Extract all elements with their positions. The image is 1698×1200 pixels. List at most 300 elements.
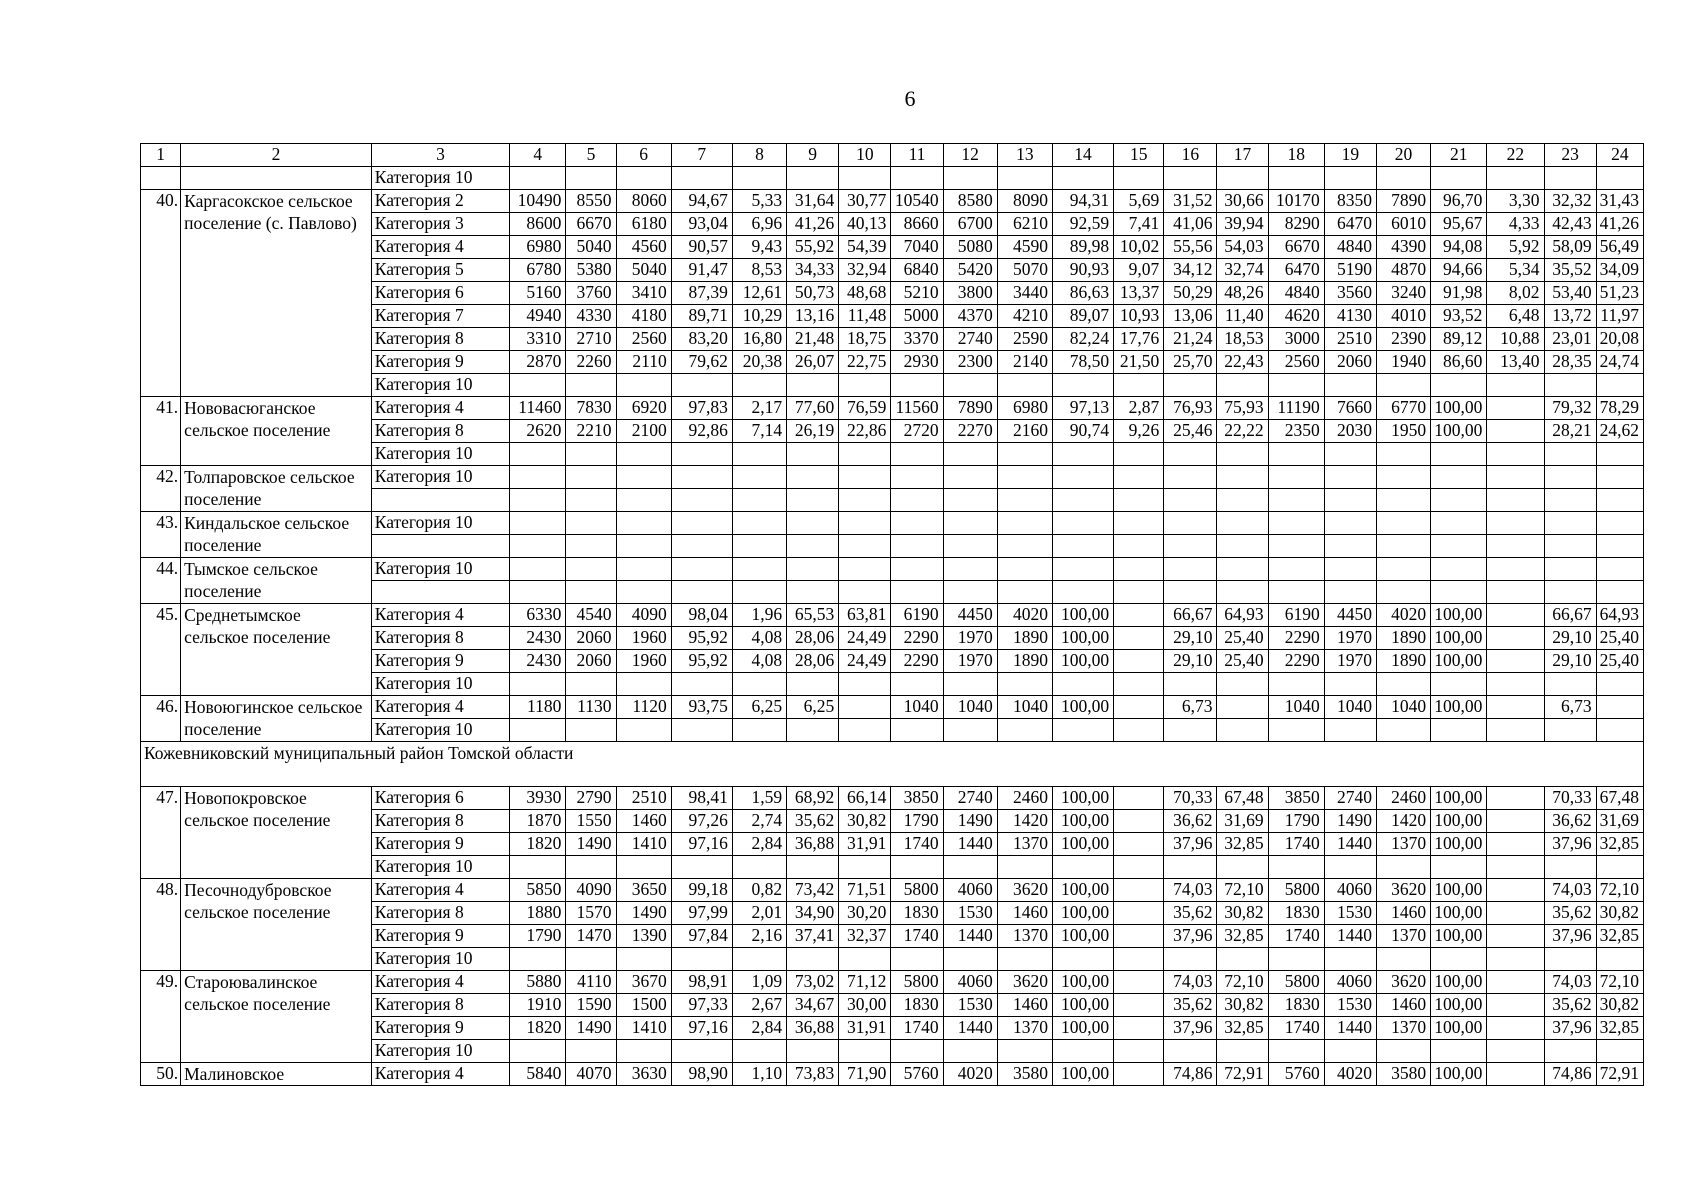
value-cell: 3850: [891, 787, 943, 810]
value-cell: [891, 558, 943, 581]
row-number-cell: 42.: [141, 466, 181, 512]
value-cell: 32,74: [1217, 259, 1268, 282]
value-cell: [943, 535, 997, 558]
value-cell: 37,96: [1544, 925, 1596, 948]
value-cell: 24,62: [1596, 420, 1643, 443]
value-cell: [1376, 719, 1430, 742]
value-cell: 71,90: [839, 1063, 891, 1086]
category-cell: Категория 8: [371, 627, 509, 650]
value-cell: [1487, 719, 1544, 742]
value-cell: 6,48: [1487, 305, 1544, 328]
value-cell: [510, 948, 566, 971]
column-header: 19: [1324, 144, 1376, 167]
value-cell: [566, 856, 616, 879]
category-cell: Категория 10: [371, 673, 509, 696]
value-cell: [1217, 558, 1268, 581]
column-header: 1: [141, 144, 181, 167]
value-cell: 90,74: [1052, 420, 1113, 443]
value-cell: 10540: [891, 190, 943, 213]
value-cell: 5,33: [732, 190, 786, 213]
value-cell: 30,00: [839, 994, 891, 1017]
settlement-name-cell: Киндальское сельское поселение: [181, 512, 372, 558]
value-cell: 75,93: [1217, 397, 1268, 420]
value-cell: 4540: [566, 604, 616, 627]
value-cell: 17,76: [1114, 328, 1164, 351]
value-cell: [1544, 167, 1596, 190]
value-cell: 11,40: [1217, 305, 1268, 328]
value-cell: 68,92: [787, 787, 839, 810]
value-cell: 98,41: [671, 787, 732, 810]
value-cell: 100,00: [1052, 902, 1113, 925]
value-cell: [891, 673, 943, 696]
value-cell: 37,96: [1544, 1017, 1596, 1040]
value-cell: 64,93: [1596, 604, 1643, 627]
value-cell: [1052, 581, 1113, 604]
value-cell: 78,50: [1052, 351, 1113, 374]
value-cell: [1268, 512, 1324, 535]
value-cell: 72,91: [1596, 1063, 1643, 1086]
value-cell: [1114, 971, 1164, 994]
value-cell: 4060: [1324, 879, 1376, 902]
value-cell: 97,33: [671, 994, 732, 1017]
value-cell: [943, 673, 997, 696]
value-cell: 99,18: [671, 879, 732, 902]
row-number-cell: 48.: [141, 879, 181, 971]
value-cell: [787, 443, 839, 466]
value-cell: [1114, 374, 1164, 397]
value-cell: 28,06: [787, 650, 839, 673]
value-cell: [997, 581, 1052, 604]
value-cell: 1410: [616, 1017, 671, 1040]
value-cell: 11190: [1268, 397, 1324, 420]
value-cell: 1470: [566, 925, 616, 948]
value-cell: [1487, 810, 1544, 833]
settlement-name-cell: Староювалинское сельское поселение: [181, 971, 372, 1063]
category-cell: Категория 10: [371, 374, 509, 397]
value-cell: 1830: [1268, 902, 1324, 925]
value-cell: 4070: [566, 1063, 616, 1086]
category-cell: Категория 4: [371, 236, 509, 259]
value-cell: [839, 466, 891, 489]
value-cell: [1164, 512, 1217, 535]
value-cell: [891, 719, 943, 742]
value-cell: [1114, 902, 1164, 925]
value-cell: [671, 1040, 732, 1063]
value-cell: 10490: [510, 190, 566, 213]
category-cell: Категория 9: [371, 650, 509, 673]
value-cell: [997, 535, 1052, 558]
value-cell: 36,62: [1164, 810, 1217, 833]
value-cell: 1390: [616, 925, 671, 948]
value-cell: 4130: [1324, 305, 1376, 328]
value-cell: 6770: [1376, 397, 1430, 420]
value-cell: [997, 1040, 1052, 1063]
value-cell: 42,43: [1544, 213, 1596, 236]
value-cell: [1487, 1063, 1544, 1086]
value-cell: [616, 1040, 671, 1063]
value-cell: 6840: [891, 259, 943, 282]
value-cell: [1324, 466, 1376, 489]
value-cell: [891, 443, 943, 466]
value-cell: 41,26: [787, 213, 839, 236]
value-cell: 2290: [891, 627, 943, 650]
value-cell: [510, 443, 566, 466]
value-cell: 35,62: [1544, 994, 1596, 1017]
value-cell: [1487, 489, 1544, 512]
value-cell: [997, 489, 1052, 512]
value-cell: [1217, 948, 1268, 971]
value-cell: [891, 948, 943, 971]
value-cell: 3620: [997, 971, 1052, 994]
settlement-name-cell: Малиновское: [181, 1063, 372, 1086]
value-cell: [616, 673, 671, 696]
value-cell: 1420: [1376, 810, 1430, 833]
value-cell: [1596, 673, 1643, 696]
value-cell: [1487, 627, 1544, 650]
value-cell: [787, 719, 839, 742]
value-cell: 1740: [891, 1017, 943, 1040]
value-cell: 1440: [943, 833, 997, 856]
value-cell: 100,00: [1052, 696, 1113, 719]
value-cell: 71,51: [839, 879, 891, 902]
value-cell: 32,85: [1217, 925, 1268, 948]
table-row: [141, 512, 1644, 535]
value-cell: 1790: [510, 925, 566, 948]
value-cell: [1431, 167, 1487, 190]
value-cell: [1324, 167, 1376, 190]
value-cell: [943, 167, 997, 190]
value-cell: [1487, 879, 1544, 902]
value-cell: [1164, 489, 1217, 512]
value-cell: [1052, 489, 1113, 512]
value-cell: 7,14: [732, 420, 786, 443]
value-cell: 10,02: [1114, 236, 1164, 259]
value-cell: 3240: [1376, 282, 1430, 305]
value-cell: [510, 856, 566, 879]
value-cell: 8090: [997, 190, 1052, 213]
value-cell: 100,00: [1431, 879, 1487, 902]
value-cell: 6,25: [787, 696, 839, 719]
value-cell: [1376, 1040, 1430, 1063]
column-header: 24: [1596, 144, 1643, 167]
value-cell: 6670: [566, 213, 616, 236]
value-cell: [1544, 489, 1596, 512]
value-cell: [1596, 167, 1643, 190]
value-cell: [1376, 443, 1430, 466]
value-cell: 92,59: [1052, 213, 1113, 236]
value-cell: [616, 856, 671, 879]
value-cell: 5070: [997, 259, 1052, 282]
value-cell: [1268, 719, 1324, 742]
value-cell: 32,85: [1596, 1017, 1643, 1040]
value-cell: 5800: [891, 879, 943, 902]
value-cell: 5380: [566, 259, 616, 282]
value-cell: [671, 856, 732, 879]
category-cell: Категория 10: [371, 466, 509, 489]
value-cell: 1970: [943, 650, 997, 673]
column-header: 3: [371, 144, 509, 167]
value-cell: [1268, 581, 1324, 604]
value-cell: [510, 1040, 566, 1063]
value-cell: [1164, 558, 1217, 581]
value-cell: 7890: [943, 397, 997, 420]
value-cell: 100,00: [1431, 696, 1487, 719]
value-cell: [997, 673, 1052, 696]
value-cell: [1324, 512, 1376, 535]
value-cell: 32,94: [839, 259, 891, 282]
category-cell: [371, 581, 509, 604]
value-cell: 3670: [616, 971, 671, 994]
value-cell: 4450: [943, 604, 997, 627]
value-cell: [1487, 420, 1544, 443]
value-cell: [671, 719, 732, 742]
value-cell: [1114, 443, 1164, 466]
value-cell: 10,93: [1114, 305, 1164, 328]
value-cell: [1217, 696, 1268, 719]
value-cell: 6010: [1376, 213, 1430, 236]
value-cell: [1431, 558, 1487, 581]
column-header: 13: [997, 144, 1052, 167]
value-cell: 6780: [510, 259, 566, 282]
value-cell: 1440: [943, 925, 997, 948]
value-cell: 41,26: [1596, 213, 1643, 236]
value-cell: [1268, 374, 1324, 397]
value-cell: [943, 1040, 997, 1063]
value-cell: [616, 443, 671, 466]
value-cell: 92,86: [671, 420, 732, 443]
row-number-cell: 47.: [141, 787, 181, 879]
value-cell: 55,56: [1164, 236, 1217, 259]
value-cell: 36,88: [787, 833, 839, 856]
value-cell: [1114, 650, 1164, 673]
value-cell: [1487, 650, 1544, 673]
value-cell: 5800: [891, 971, 943, 994]
value-cell: 74,03: [1164, 879, 1217, 902]
value-cell: 30,82: [1217, 994, 1268, 1017]
value-cell: [1376, 558, 1430, 581]
value-cell: [1268, 466, 1324, 489]
value-cell: 3930: [510, 787, 566, 810]
value-cell: 2740: [943, 328, 997, 351]
column-header: 16: [1164, 144, 1217, 167]
value-cell: 5040: [616, 259, 671, 282]
value-cell: 63,81: [839, 604, 891, 627]
value-cell: 2,74: [732, 810, 786, 833]
value-cell: 34,90: [787, 902, 839, 925]
value-cell: 1890: [997, 650, 1052, 673]
column-header: 2: [181, 144, 372, 167]
value-cell: [1324, 581, 1376, 604]
value-cell: [1052, 535, 1113, 558]
value-cell: [1052, 558, 1113, 581]
value-cell: [787, 167, 839, 190]
value-cell: 22,75: [839, 351, 891, 374]
value-cell: [1164, 443, 1217, 466]
value-cell: 64,93: [1217, 604, 1268, 627]
value-cell: [1431, 374, 1487, 397]
value-cell: 6470: [1324, 213, 1376, 236]
value-cell: 87,39: [671, 282, 732, 305]
category-cell: Категория 10: [371, 719, 509, 742]
value-cell: 9,07: [1114, 259, 1164, 282]
value-cell: [732, 581, 786, 604]
value-cell: 53,40: [1544, 282, 1596, 305]
value-cell: [616, 167, 671, 190]
category-cell: Категория 4: [371, 879, 509, 902]
value-cell: 22,86: [839, 420, 891, 443]
value-cell: 100,00: [1052, 994, 1113, 1017]
value-cell: [566, 558, 616, 581]
value-cell: [1596, 1040, 1643, 1063]
value-cell: [839, 558, 891, 581]
value-cell: 4020: [943, 1063, 997, 1086]
header-row: [141, 144, 1644, 167]
value-cell: 1440: [943, 1017, 997, 1040]
value-cell: 100,00: [1431, 650, 1487, 673]
value-cell: [566, 512, 616, 535]
value-cell: 2,17: [732, 397, 786, 420]
value-cell: 30,82: [839, 810, 891, 833]
value-cell: [1487, 581, 1544, 604]
value-cell: [1431, 512, 1487, 535]
value-cell: [1376, 948, 1430, 971]
value-cell: [1487, 512, 1544, 535]
value-cell: 1,10: [732, 1063, 786, 1086]
value-cell: 32,37: [839, 925, 891, 948]
value-cell: 35,62: [1164, 994, 1217, 1017]
value-cell: [510, 558, 566, 581]
value-cell: 22,22: [1217, 420, 1268, 443]
value-cell: 5,69: [1114, 190, 1164, 213]
category-cell: Категория 10: [371, 558, 509, 581]
category-cell: [371, 535, 509, 558]
value-cell: 98,04: [671, 604, 732, 627]
value-cell: [839, 581, 891, 604]
value-cell: [1164, 535, 1217, 558]
value-cell: 1370: [1376, 925, 1430, 948]
value-cell: [1114, 856, 1164, 879]
value-cell: [732, 167, 786, 190]
value-cell: 6670: [1268, 236, 1324, 259]
value-cell: 31,64: [787, 190, 839, 213]
value-cell: 28,06: [787, 627, 839, 650]
value-cell: 29,10: [1544, 650, 1596, 673]
value-cell: 1590: [566, 994, 616, 1017]
value-cell: 90,57: [671, 236, 732, 259]
value-cell: [1268, 1040, 1324, 1063]
value-cell: [1376, 489, 1430, 512]
value-cell: [1376, 466, 1430, 489]
value-cell: [671, 489, 732, 512]
value-cell: 4090: [616, 604, 671, 627]
table-row: [141, 167, 1644, 190]
value-cell: 100,00: [1052, 787, 1113, 810]
value-cell: [1052, 167, 1113, 190]
value-cell: [997, 856, 1052, 879]
value-cell: 100,00: [1052, 604, 1113, 627]
value-cell: 5800: [1268, 971, 1324, 994]
value-cell: [943, 489, 997, 512]
value-cell: 4330: [566, 305, 616, 328]
value-cell: [616, 374, 671, 397]
value-cell: 1830: [1268, 994, 1324, 1017]
value-cell: 2350: [1268, 420, 1324, 443]
value-cell: 4870: [1376, 259, 1430, 282]
value-cell: [1487, 696, 1544, 719]
value-cell: 5800: [1268, 879, 1324, 902]
value-cell: [1544, 673, 1596, 696]
value-cell: 100,00: [1431, 1063, 1487, 1086]
value-cell: [1268, 489, 1324, 512]
category-cell: Категория 8: [371, 420, 509, 443]
value-cell: [1268, 673, 1324, 696]
value-cell: [943, 466, 997, 489]
value-cell: 1740: [891, 925, 943, 948]
column-header: 11: [891, 144, 943, 167]
value-cell: [732, 374, 786, 397]
value-cell: 37,96: [1544, 833, 1596, 856]
category-cell: Категория 9: [371, 925, 509, 948]
value-cell: 5420: [943, 259, 997, 282]
value-cell: 4,08: [732, 627, 786, 650]
value-cell: [1114, 719, 1164, 742]
column-header: 15: [1114, 144, 1164, 167]
value-cell: [839, 167, 891, 190]
value-cell: 3440: [997, 282, 1052, 305]
value-cell: 8550: [566, 190, 616, 213]
value-cell: 20,08: [1596, 328, 1643, 351]
value-cell: [839, 443, 891, 466]
value-cell: 37,96: [1164, 833, 1217, 856]
value-cell: [1114, 787, 1164, 810]
value-cell: [1114, 581, 1164, 604]
value-cell: 94,66: [1431, 259, 1487, 282]
value-cell: 11560: [891, 397, 943, 420]
tariff-table: [140, 143, 1644, 1086]
value-cell: 2430: [510, 650, 566, 673]
value-cell: 4020: [1376, 604, 1430, 627]
value-cell: 2390: [1376, 328, 1430, 351]
value-cell: [510, 489, 566, 512]
value-cell: [566, 489, 616, 512]
value-cell: 1420: [997, 810, 1052, 833]
value-cell: 3620: [1376, 971, 1430, 994]
value-cell: 3850: [1268, 787, 1324, 810]
value-cell: 74,03: [1544, 971, 1596, 994]
value-cell: 4010: [1376, 305, 1430, 328]
value-cell: 26,19: [787, 420, 839, 443]
value-cell: [839, 856, 891, 879]
value-cell: 97,16: [671, 833, 732, 856]
value-cell: [1114, 696, 1164, 719]
value-cell: 1,59: [732, 787, 786, 810]
value-cell: [787, 673, 839, 696]
value-cell: 74,86: [1164, 1063, 1217, 1086]
value-cell: [1052, 948, 1113, 971]
value-cell: 25,40: [1596, 627, 1643, 650]
district-row: [141, 742, 1644, 787]
table-row: [141, 397, 1644, 420]
value-cell: [839, 948, 891, 971]
value-cell: [787, 948, 839, 971]
value-cell: [839, 535, 891, 558]
value-cell: 7660: [1324, 397, 1376, 420]
value-cell: 5040: [566, 236, 616, 259]
value-cell: [1217, 167, 1268, 190]
value-cell: 4940: [510, 305, 566, 328]
value-cell: 23,01: [1544, 328, 1596, 351]
value-cell: 31,69: [1217, 810, 1268, 833]
